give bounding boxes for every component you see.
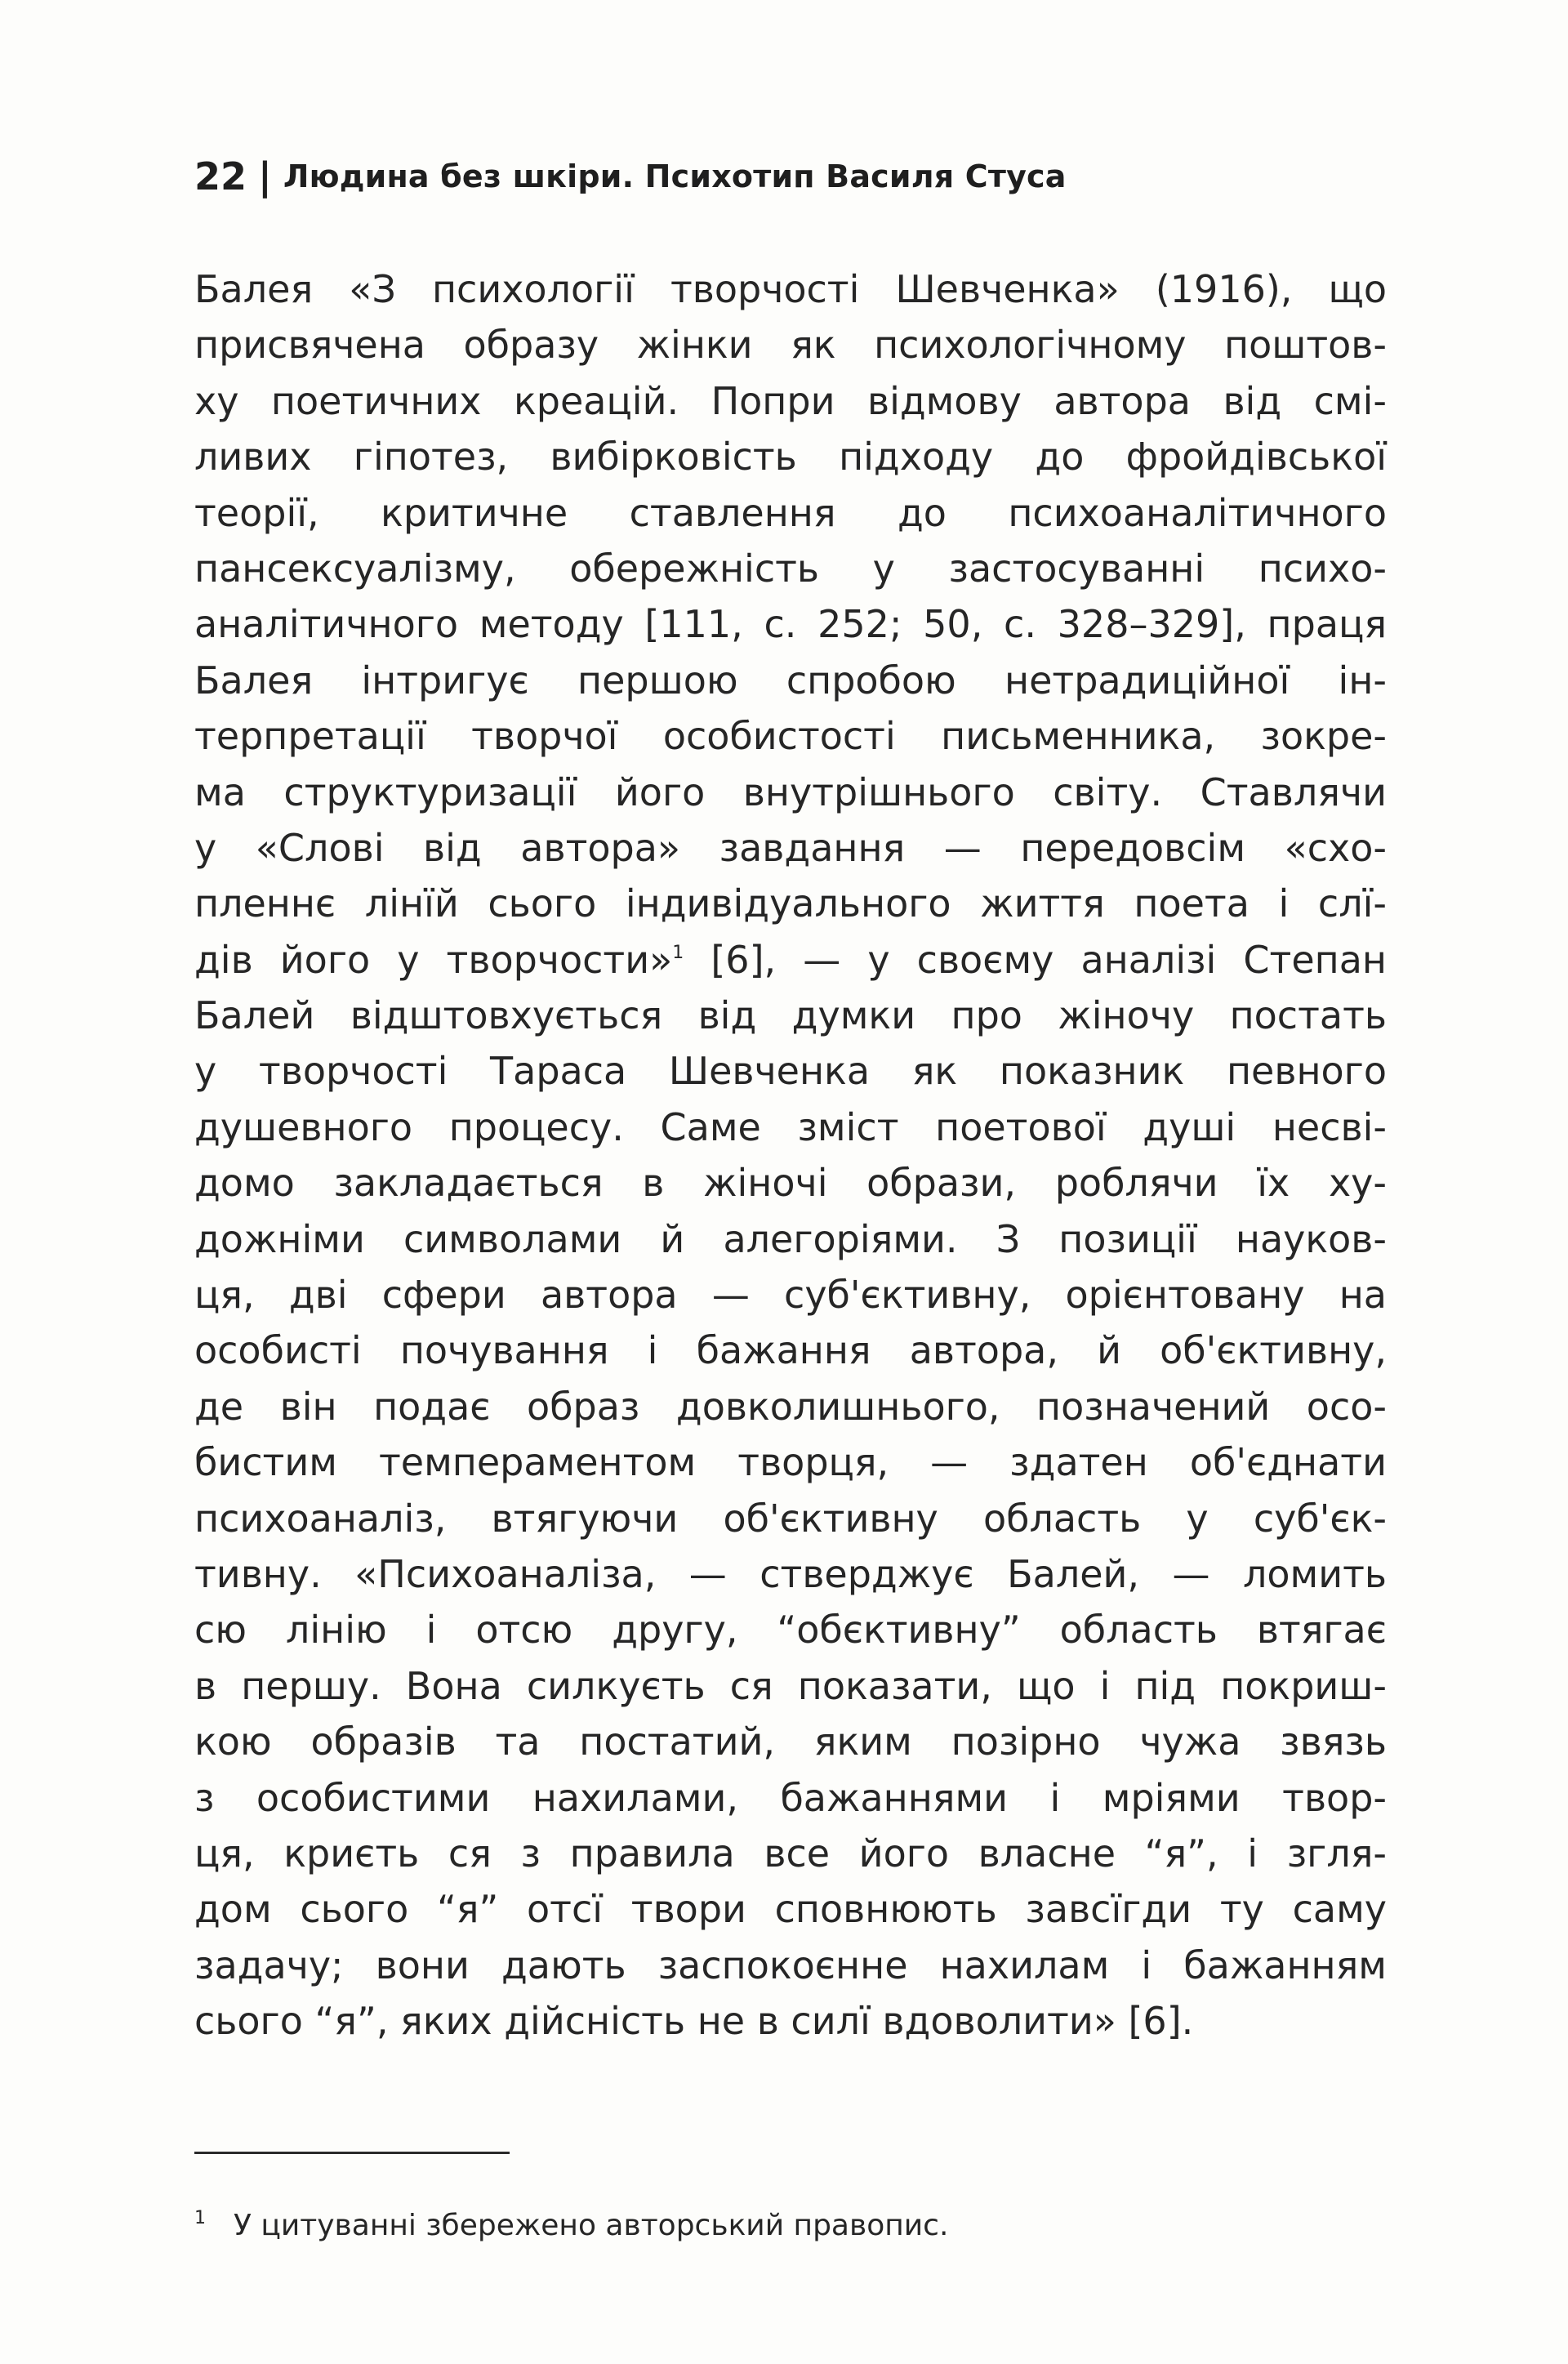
footnote (194, 2194, 948, 2243)
text-line: сю лінію і отсю другу, “обєктивну” область втягає (194, 1608, 1387, 1653)
text-line: дом сього “я” отсї твори сповнюють завсїгди ту саму (194, 1887, 1387, 1932)
text-line: бистим темпераментом творця, — здатен об'єднати (194, 1440, 1387, 1485)
text-line: в першу. Вона силкуєть ся показати, що і під покриш- (194, 1663, 1387, 1708)
text-line: пансексуалізму, обережність у застосуванні психо- (194, 546, 1387, 591)
text-line: Балея інтригує першою спробою нетрадиційної ін- (194, 658, 1387, 703)
body-text (194, 261, 1387, 2050)
text-line: ху поетичних креацій. Попри відмову автора від смі- (194, 378, 1387, 423)
text-line: домо закладається в жіночі образи, роблячи їх ху- (194, 1161, 1387, 1206)
text-line: у творчості Тараса Шевченка як показник певного (194, 1049, 1387, 1094)
text-line: де він подає образ довколишнього, позначений осо- (194, 1384, 1387, 1429)
text-line: тивну. «Психоаналіза, — стверджує Балей, — ломить (194, 1551, 1387, 1596)
text-line: психоаналіз, втягуючи об'єктивну область у суб'єк- (194, 1496, 1387, 1541)
text-line-with-footnote (194, 932, 1387, 988)
footnote-text: У цитуванні збережено авторський правопис. (234, 2209, 949, 2242)
text-line: задачу; вони дають заспокоєнне нахилам і бажанням (194, 1942, 1387, 1987)
running-header (194, 147, 1067, 206)
footnote-reference[interactable]: 1 (672, 942, 684, 963)
footnote-divider (194, 2152, 510, 2154)
text-line: теорії, критичне ставлення до психоаналітичного (194, 490, 1387, 535)
text-line: душевного процесу. Саме зміст поетової душі несві- (194, 1104, 1387, 1149)
text-line: терпретації творчої особистості письменника, зокре- (194, 714, 1387, 759)
header-separator: | (258, 154, 272, 198)
text-line: Балей відштовхується від думки про жіночу постать (194, 993, 1387, 1038)
text-fragment: дів його у творчости» (194, 937, 673, 982)
text-line: присвячена образу жінки як психологічному поштов- (194, 323, 1387, 368)
text-line: у «Слові від автора» завдання — передовсім «схо- (194, 825, 1387, 870)
running-title: Людина без шкіри. Психотип Василя Стуса (283, 158, 1067, 194)
page-number: 22 (194, 154, 247, 198)
text-line: з особистими нахилами, бажаннями і мріями твор- (194, 1775, 1387, 1820)
text-line: пленнє лінїй сього індивідуального життя поета і слї- (194, 881, 1387, 926)
text-line-last: сього “я”, яких дійсність не в силї вдоволити» [6]. (194, 1999, 1194, 2044)
text-line: ливих гіпотез, вибірковість підходу до фройдівської (194, 435, 1387, 479)
footnote-marker: 1 (194, 2208, 206, 2228)
text-line: Балея «З психології творчості Шевченка» (1916), що (194, 267, 1387, 311)
text-line: аналітичного методу [111, с. 252; 50, с. 328–329], праця (194, 602, 1387, 647)
text-line: ма структуризації його внутрішнього світу. Ставлячи (194, 769, 1387, 814)
text-line: ця, криєть ся з правила все його власне “я”, і згля- (194, 1831, 1387, 1876)
text-line: особисті почування і бажання автора, й об'єктивну, (194, 1328, 1387, 1373)
text-line: ця, дві сфери автора — суб'єктивну, орієнтовану на (194, 1273, 1387, 1318)
text-line: дожніми символами й алегоріями. З позиції науков- (194, 1216, 1387, 1261)
text-line: кою образів та постатий, яким позірно чужа звязь (194, 1719, 1387, 1764)
text-fragment: [6], — у своєму аналізі Степан (684, 937, 1387, 982)
